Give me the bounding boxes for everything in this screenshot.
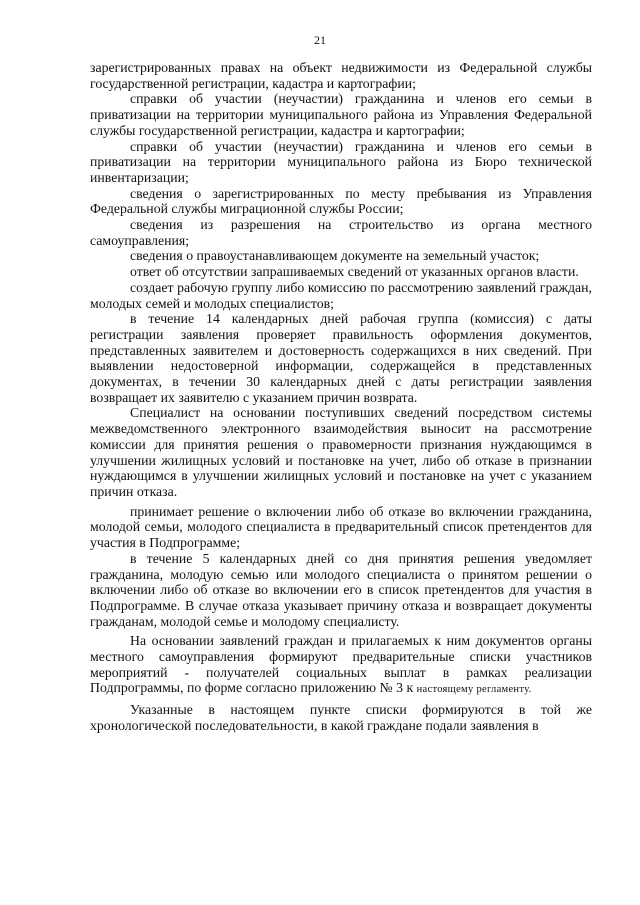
paragraph-1: зарегистрированных правах на объект недвижимости из Федеральной службы государственной регистрации, кадастра и картографии; bbox=[90, 60, 592, 91]
page-number: 21 bbox=[314, 33, 326, 47]
paragraph-13-tail: настоящему регламенту. bbox=[416, 684, 532, 696]
paragraph-6: сведения о правоустанавливающем документе на земельный участок; bbox=[130, 248, 540, 264]
paragraph-7: ответ об отсутствии запрашиваемых сведений от указанных органов власти. bbox=[130, 264, 579, 280]
paragraph-10: Специалист на основании поступивших сведений посредством системы межведомственного электронного взаимодействия выносит на рассмотрение комиссии для принятия решения о правомерности признания нуждающимся в улучшении жилищных условий и постановке на учет, либо об отказе в признании нуждающимся в улучшении жилищных условий и постановке на учет с указанием причин отказа. bbox=[90, 405, 592, 499]
paragraph-13 bbox=[90, 633, 592, 698]
paragraph-11: принимает решение о включении либо об отказе во включении гражданина, молодой семьи, молодого специалиста в предварительный список претендентов для участия в Подпрограмме; bbox=[90, 503, 592, 551]
paragraph-9: в течение 14 календарных дней рабочая группа (комиссия) с даты регистрации заявления проверяет правильность оформления документов, представленных заявителем и достоверность содержащихся в них сведений. При выявлении недостоверной информации, содержащейся в представленных документах, в течении 30 календарных дней с даты регистрации заявления возвращает их заявителю с указанием причин возврата. bbox=[90, 311, 592, 405]
document-body bbox=[90, 60, 592, 734]
paragraph-4: сведения о зарегистрированных по месту пребывания из Управления Федеральной службы миграционной службы России; bbox=[90, 185, 592, 217]
paragraph-8: создает рабочую группу либо комиссию по рассмотрению заявлений граждан, молодых семей и молодых специалистов; bbox=[90, 279, 592, 311]
paragraph-2: справки об участии (неучастии) гражданина и членов его семьи в приватизации на территории муниципального района из Управления Федеральной службы государственной регистрации, кадастра и картографии; bbox=[90, 91, 592, 138]
paragraph-14: Указанные в настоящем пункте списки формируются в той же хронологической последовательности, в какой граждане подали заявления в bbox=[90, 702, 592, 733]
paragraph-5: сведения из разрешения на строительство из органа местного самоуправления; bbox=[90, 217, 592, 248]
paragraph-3: справки об участии (неучастии) гражданина и членов его семьи в приватизации на территории муниципального района из Бюро технической инвентаризации; bbox=[90, 138, 592, 185]
paragraph-13-main: На основании заявлений граждан и прилагаемых к ним документов органы местного самоуправления формируют предварительные списки участников мероприятий - получателей социальных выплат в рамках реализации Подпрограммы, по форме согласно приложению № 3 к bbox=[90, 633, 592, 696]
paragraph-12: в течение 5 календарных дней со дня принятия решения уведомляет гражданина, молодую семью или молодого специалиста о принятом решении о включении либо об отказе во включении его в список претендентов для участия в Подпрограмме. В случае отказа указывает причину отказа и возвращает документы гражданам, молодой семье и молодому специалисту. bbox=[90, 550, 592, 629]
